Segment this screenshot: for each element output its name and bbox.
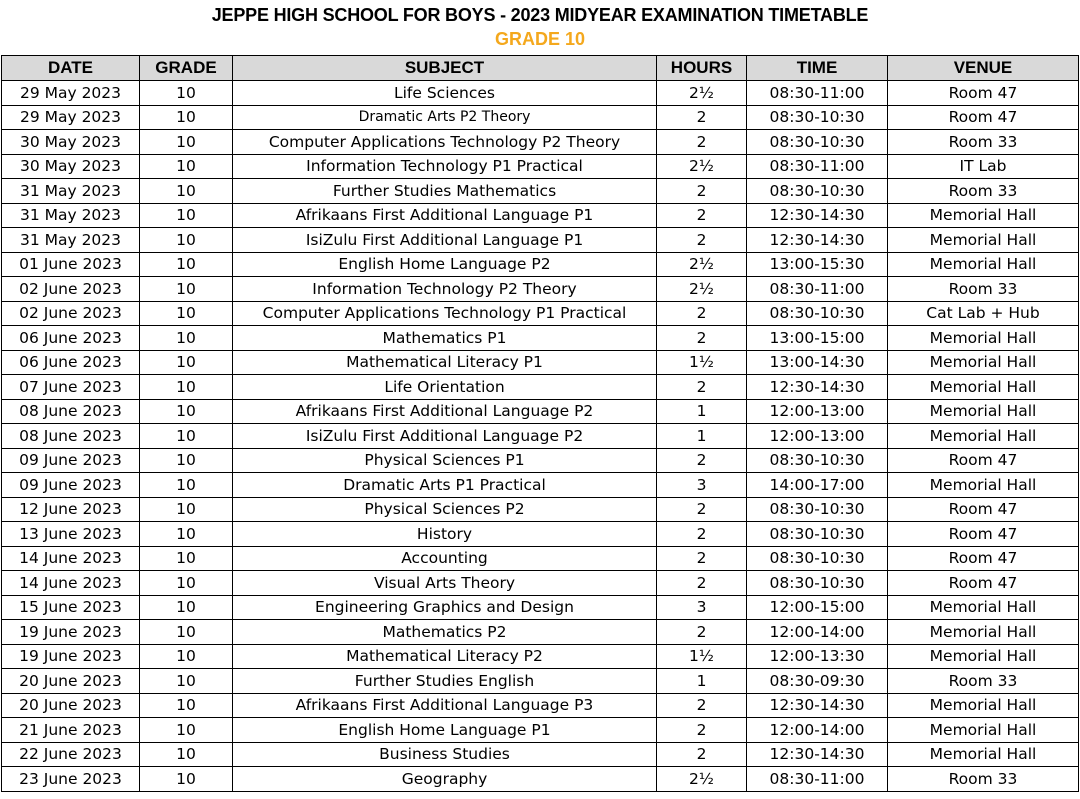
date-cell: 13 June 2023 [2, 522, 140, 547]
table-row [2, 644, 1079, 669]
grade-cell: 10 [140, 277, 233, 302]
time-cell: 12:30-14:30 [747, 203, 888, 228]
hours-cell: 2 [657, 546, 747, 571]
grade-cell: 10 [140, 742, 233, 767]
time-cell: 13:00-15:00 [747, 326, 888, 351]
subject-cell: Further Studies Mathematics [233, 179, 657, 204]
subject-cell: Mathematical Literacy P1 [233, 350, 657, 375]
subject-cell: Dramatic Arts P1 Practical [233, 473, 657, 498]
grade-cell: 10 [140, 669, 233, 694]
subject-cell: Mathematical Literacy P2 [233, 644, 657, 669]
venue-cell: Room 47 [888, 81, 1079, 106]
time-cell: 13:00-14:30 [747, 350, 888, 375]
venue-cell: Cat Lab + Hub [888, 301, 1079, 326]
hours-cell: 2 [657, 693, 747, 718]
time-cell: 12:00-13:00 [747, 399, 888, 424]
venue-cell: Memorial Hall [888, 620, 1079, 645]
hours-cell: 2½ [657, 81, 747, 106]
table-row [2, 375, 1079, 400]
hours-cell: 2½ [657, 767, 747, 792]
date-cell: 21 June 2023 [2, 718, 140, 743]
subject-cell: Computer Applications Technology P2 Theory [233, 130, 657, 155]
time-cell: 08:30-10:30 [747, 448, 888, 473]
table-body [2, 81, 1079, 792]
venue-cell: Memorial Hall [888, 644, 1079, 669]
subject-cell: Information Technology P2 Theory [233, 277, 657, 302]
hours-cell: 2 [657, 522, 747, 547]
venue-cell: Memorial Hall [888, 424, 1079, 449]
venue-cell: Memorial Hall [888, 375, 1079, 400]
date-cell: 31 May 2023 [2, 228, 140, 253]
subject-cell: Afrikaans First Additional Language P3 [233, 693, 657, 718]
time-cell: 12:00-15:00 [747, 595, 888, 620]
date-cell: 02 June 2023 [2, 277, 140, 302]
table-row [2, 130, 1079, 155]
date-cell: 22 June 2023 [2, 742, 140, 767]
subject-cell: Physical Sciences P1 [233, 448, 657, 473]
grade-cell: 10 [140, 473, 233, 498]
grade-cell: 10 [140, 301, 233, 326]
venue-cell: Memorial Hall [888, 203, 1079, 228]
grade-cell: 10 [140, 130, 233, 155]
time-cell: 12:00-14:00 [747, 718, 888, 743]
grade-cell: 10 [140, 179, 233, 204]
subject-cell: Life Sciences [233, 81, 657, 106]
hours-cell: 2 [657, 571, 747, 596]
venue-cell: Memorial Hall [888, 399, 1079, 424]
hours-cell: 2 [657, 179, 747, 204]
time-cell: 08:30-11:00 [747, 767, 888, 792]
hours-cell: 2 [657, 326, 747, 351]
time-cell: 12:00-14:00 [747, 620, 888, 645]
date-cell: 07 June 2023 [2, 375, 140, 400]
table-row [2, 522, 1079, 547]
date-cell: 19 June 2023 [2, 620, 140, 645]
column-header-grade: GRADE [140, 56, 233, 81]
date-cell: 02 June 2023 [2, 301, 140, 326]
grade-cell: 10 [140, 252, 233, 277]
time-cell: 08:30-10:30 [747, 301, 888, 326]
grade-cell: 10 [140, 424, 233, 449]
table-row [2, 301, 1079, 326]
date-cell: 30 May 2023 [2, 130, 140, 155]
date-cell: 14 June 2023 [2, 546, 140, 571]
venue-cell: Memorial Hall [888, 595, 1079, 620]
venue-cell: Memorial Hall [888, 228, 1079, 253]
table-row [2, 571, 1079, 596]
page-title: JEPPE HIGH SCHOOL FOR BOYS - 2023 MIDYEAR EXAMINATION TIMETABLE [211, 5, 869, 25]
subject-cell: IsiZulu First Additional Language P1 [233, 228, 657, 253]
time-cell: 08:30-10:30 [747, 130, 888, 155]
table-header-row [2, 56, 1079, 81]
table-row [2, 546, 1079, 571]
time-cell: 12:30-14:30 [747, 693, 888, 718]
hours-cell: 2 [657, 105, 747, 130]
time-cell: 12:00-13:30 [747, 644, 888, 669]
date-cell: 08 June 2023 [2, 424, 140, 449]
subject-cell: English Home Language P1 [233, 718, 657, 743]
column-header-time: TIME [747, 56, 888, 81]
date-cell: 20 June 2023 [2, 693, 140, 718]
column-header-venue: VENUE [888, 56, 1079, 81]
venue-cell: Room 33 [888, 179, 1079, 204]
table-row [2, 595, 1079, 620]
subject-cell: Life Orientation [233, 375, 657, 400]
grade-cell: 10 [140, 546, 233, 571]
time-cell: 12:30-14:30 [747, 375, 888, 400]
venue-cell: Room 47 [888, 497, 1079, 522]
column-header-hours: HOURS [657, 56, 747, 81]
date-cell: 09 June 2023 [2, 448, 140, 473]
table-row [2, 326, 1079, 351]
venue-cell: Room 33 [888, 277, 1079, 302]
time-cell: 12:30-14:30 [747, 742, 888, 767]
date-cell: 31 May 2023 [2, 203, 140, 228]
subject-cell: Accounting [233, 546, 657, 571]
grade-cell: 10 [140, 497, 233, 522]
time-cell: 14:00-17:00 [747, 473, 888, 498]
subject-cell: Visual Arts Theory [233, 571, 657, 596]
column-header-date: DATE [2, 56, 140, 81]
hours-cell: 2 [657, 203, 747, 228]
venue-cell: Memorial Hall [888, 742, 1079, 767]
subject-cell: Further Studies English [233, 669, 657, 694]
table-row [2, 105, 1079, 130]
date-cell: 19 June 2023 [2, 644, 140, 669]
date-cell: 30 May 2023 [2, 154, 140, 179]
venue-cell: Room 47 [888, 522, 1079, 547]
grade-cell: 10 [140, 81, 233, 106]
table-row [2, 399, 1079, 424]
date-cell: 14 June 2023 [2, 571, 140, 596]
grade-cell: 10 [140, 399, 233, 424]
time-cell: 08:30-11:00 [747, 154, 888, 179]
time-cell: 08:30-10:30 [747, 105, 888, 130]
table-row [2, 203, 1079, 228]
subject-cell: Engineering Graphics and Design [233, 595, 657, 620]
grade-cell: 10 [140, 326, 233, 351]
grade-cell: 10 [140, 644, 233, 669]
subject-cell: Computer Applications Technology P1 Practical [233, 301, 657, 326]
venue-cell: Memorial Hall [888, 693, 1079, 718]
time-cell: 08:30-10:30 [747, 546, 888, 571]
time-cell: 08:30-10:30 [747, 179, 888, 204]
date-cell: 09 June 2023 [2, 473, 140, 498]
grade-subtitle: GRADE 10 [494, 29, 586, 49]
table-row [2, 448, 1079, 473]
time-cell: 08:30-11:00 [747, 81, 888, 106]
hours-cell: 1½ [657, 350, 747, 375]
date-cell: 06 June 2023 [2, 326, 140, 351]
hours-cell: 2 [657, 375, 747, 400]
hours-cell: 2 [657, 742, 747, 767]
table-row [2, 424, 1079, 449]
grade-cell: 10 [140, 154, 233, 179]
time-cell: 08:30-10:30 [747, 571, 888, 596]
hours-cell: 2 [657, 130, 747, 155]
subject-cell: English Home Language P2 [233, 252, 657, 277]
table-row [2, 767, 1079, 792]
table-row [2, 277, 1079, 302]
venue-cell: Room 47 [888, 571, 1079, 596]
grade-cell: 10 [140, 620, 233, 645]
grade-cell: 10 [140, 350, 233, 375]
table-row [2, 669, 1079, 694]
hours-cell: 2 [657, 718, 747, 743]
table-row [2, 350, 1079, 375]
grade-cell: 10 [140, 522, 233, 547]
grade-cell: 10 [140, 718, 233, 743]
date-cell: 29 May 2023 [2, 81, 140, 106]
subject-cell: History [233, 522, 657, 547]
grade-cell: 10 [140, 767, 233, 792]
subject-cell: Afrikaans First Additional Language P2 [233, 399, 657, 424]
date-cell: 08 June 2023 [2, 399, 140, 424]
hours-cell: 2 [657, 448, 747, 473]
timetable [1, 55, 1079, 792]
table-row [2, 497, 1079, 522]
date-cell: 06 June 2023 [2, 350, 140, 375]
hours-cell: 1 [657, 424, 747, 449]
table-row [2, 473, 1079, 498]
date-cell: 20 June 2023 [2, 669, 140, 694]
subject-cell: Mathematics P1 [233, 326, 657, 351]
table-row [2, 252, 1079, 277]
grade-cell: 10 [140, 105, 233, 130]
time-cell: 12:00-13:00 [747, 424, 888, 449]
table-row [2, 693, 1079, 718]
subject-cell: Mathematics P2 [233, 620, 657, 645]
hours-cell: 3 [657, 595, 747, 620]
hours-cell: 1 [657, 669, 747, 694]
date-cell: 29 May 2023 [2, 105, 140, 130]
table-row [2, 718, 1079, 743]
time-cell: 12:30-14:30 [747, 228, 888, 253]
hours-cell: 2 [657, 497, 747, 522]
venue-cell: Room 47 [888, 546, 1079, 571]
hours-cell: 3 [657, 473, 747, 498]
venue-cell: Memorial Hall [888, 326, 1079, 351]
subject-cell: Business Studies [233, 742, 657, 767]
time-cell: 08:30-10:30 [747, 522, 888, 547]
table-row [2, 81, 1079, 106]
venue-cell: Memorial Hall [888, 350, 1079, 375]
hours-cell: 2 [657, 228, 747, 253]
subject-cell: Dramatic Arts P2 Theory [233, 105, 657, 130]
grade-cell: 10 [140, 448, 233, 473]
time-cell: 08:30-10:30 [747, 497, 888, 522]
time-cell: 08:30-09:30 [747, 669, 888, 694]
subject-cell: Information Technology P1 Practical [233, 154, 657, 179]
grade-cell: 10 [140, 375, 233, 400]
venue-cell: IT Lab [888, 154, 1079, 179]
grade-cell: 10 [140, 571, 233, 596]
table-row [2, 228, 1079, 253]
grade-cell: 10 [140, 228, 233, 253]
hours-cell: 2½ [657, 252, 747, 277]
grade-cell: 10 [140, 203, 233, 228]
venue-cell: Room 33 [888, 767, 1079, 792]
subject-cell: Afrikaans First Additional Language P1 [233, 203, 657, 228]
table-row [2, 179, 1079, 204]
date-cell: 01 June 2023 [2, 252, 140, 277]
table-row [2, 620, 1079, 645]
hours-cell: 1½ [657, 644, 747, 669]
hours-cell: 2 [657, 620, 747, 645]
date-cell: 31 May 2023 [2, 179, 140, 204]
venue-cell: Memorial Hall [888, 473, 1079, 498]
venue-cell: Room 33 [888, 130, 1079, 155]
venue-cell: Memorial Hall [888, 718, 1079, 743]
date-cell: 23 June 2023 [2, 767, 140, 792]
venue-cell: Room 47 [888, 448, 1079, 473]
date-cell: 15 June 2023 [2, 595, 140, 620]
venue-cell: Room 47 [888, 105, 1079, 130]
hours-cell: 2½ [657, 154, 747, 179]
table-row [2, 742, 1079, 767]
time-cell: 13:00-15:30 [747, 252, 888, 277]
subject-cell: Geography [233, 767, 657, 792]
column-header-subject: SUBJECT [233, 56, 657, 81]
venue-cell: Memorial Hall [888, 252, 1079, 277]
subject-cell: IsiZulu First Additional Language P2 [233, 424, 657, 449]
hours-cell: 1 [657, 399, 747, 424]
time-cell: 08:30-11:00 [747, 277, 888, 302]
grade-cell: 10 [140, 595, 233, 620]
hours-cell: 2½ [657, 277, 747, 302]
hours-cell: 2 [657, 301, 747, 326]
venue-cell: Room 33 [888, 669, 1079, 694]
table-row [2, 154, 1079, 179]
subject-cell: Physical Sciences P2 [233, 497, 657, 522]
date-cell: 12 June 2023 [2, 497, 140, 522]
grade-cell: 10 [140, 693, 233, 718]
